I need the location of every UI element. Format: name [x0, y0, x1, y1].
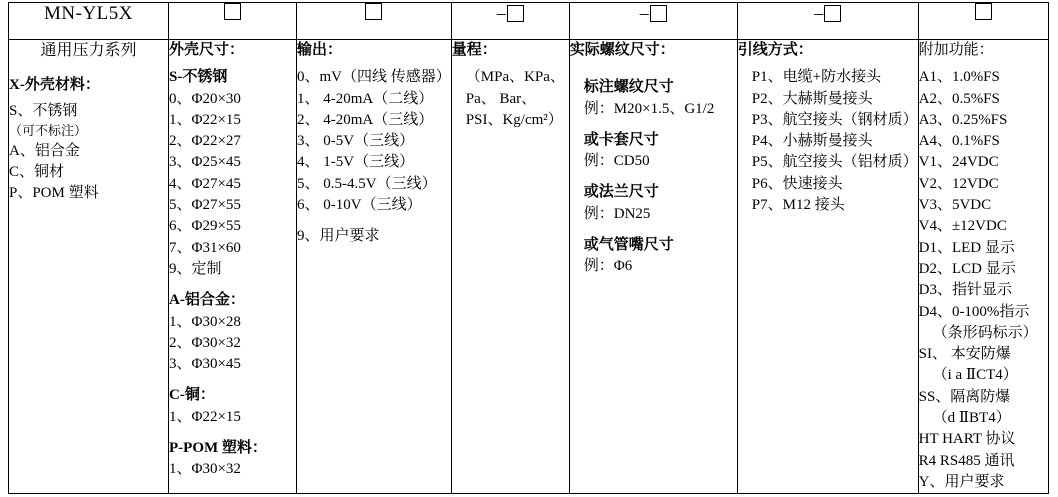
group-heading: 或法兰尺寸 — [583, 184, 659, 201]
column-lead-type — [737, 40, 918, 494]
list-item: P1、电缆+防水接头 — [751, 69, 882, 86]
list-item: V2、12VDC — [918, 175, 999, 192]
list-item: V1、24VDC — [918, 154, 999, 171]
checkbox-icon — [507, 5, 524, 22]
list-item: 9、定制 — [169, 260, 222, 277]
list-item: 1、Φ30×32 — [169, 461, 241, 478]
series-subtitle: X-外壳材料： — [9, 76, 100, 93]
list-item: A3、0.25%FS — [918, 111, 1008, 128]
list-item: P7、M12 接头 — [751, 197, 845, 214]
list-item: P6、快速接头 — [751, 175, 843, 192]
group-heading: 标注螺纹尺寸 — [583, 79, 674, 96]
header-box-cell-2 — [297, 3, 452, 40]
list-item: HT HART 协议 — [918, 431, 1016, 448]
list-item: 7、Φ31×60 — [169, 239, 241, 256]
range-title: 量程： — [451, 42, 497, 58]
output-title: 输出： — [297, 42, 343, 58]
list-item: S、不锈钢 — [9, 103, 78, 120]
list-item: Pa、 Bar、 — [465, 90, 537, 107]
list-item: P2、大赫斯曼接头 — [751, 90, 873, 107]
thread-title: 实际螺纹尺寸： — [569, 42, 675, 58]
list-item: 4、Φ27×45 — [169, 175, 241, 192]
list-item: 1、Φ30×28 — [169, 313, 241, 330]
list-item-note: （i a ⅡCT4） — [932, 367, 1018, 384]
list-item: A4、0.1%FS — [918, 133, 1000, 150]
group-heading: A-铝合金： — [169, 292, 245, 309]
model-code-text: MN-YL5X — [44, 3, 133, 24]
list-item: P4、小赫斯曼接头 — [751, 133, 873, 150]
group-example: 例：M20×1.5、G1/2 — [583, 100, 715, 117]
header-box-cell-6 — [918, 3, 1048, 40]
list-item: 3、 0-5V（三线） — [297, 133, 415, 150]
group-example: 例：DN25 — [583, 205, 651, 222]
group-heading: C-铜： — [169, 387, 215, 404]
header-box-cell-3 — [451, 3, 569, 40]
code-body-row — [9, 40, 1049, 494]
list-item: Y、用户要求 — [918, 473, 1005, 490]
group-heading: 或卡套尺寸 — [583, 131, 659, 148]
list-item: R4 RS485 通讯 — [918, 452, 1015, 469]
list-item: D3、指针显示 — [918, 282, 1012, 299]
list-item: 1、Φ22×15 — [169, 408, 241, 425]
list-item: A1、1.0%FS — [918, 69, 1000, 86]
list-item: V3、5VDC — [918, 197, 992, 214]
list-item: 4、 1-5V（三线） — [297, 154, 415, 171]
list-item: A、铝合金 — [9, 142, 80, 159]
list-item: 0、Φ20×30 — [169, 90, 241, 107]
dash-icon: – — [814, 3, 824, 23]
column-extra-functions — [918, 40, 1048, 494]
list-item: 2、Φ22×27 — [169, 133, 241, 150]
list-item: 5、 0.5-4.5V（三线） — [297, 175, 437, 192]
column-shell-size — [169, 40, 297, 494]
list-item: P、POM 塑料 — [9, 185, 99, 202]
column-output — [297, 40, 452, 494]
list-item: 5、Φ27×55 — [169, 197, 241, 214]
list-item: A2、0.5%FS — [918, 90, 1000, 107]
list-item: C、铜材 — [9, 164, 65, 181]
list-item: 2、 4-20mA（三线） — [297, 111, 434, 128]
group-example: 例：CD50 — [583, 153, 650, 170]
list-item: 1、 4-20mA（二线） — [297, 90, 434, 107]
shell-size-title: 外壳尺寸： — [169, 42, 245, 58]
list-item: SI、 本安防爆 — [918, 346, 1011, 363]
list-item: 3、Φ25×45 — [169, 154, 241, 171]
list-item: 2、Φ30×32 — [169, 334, 241, 351]
checkbox-icon — [650, 5, 667, 22]
code-header-row — [9, 3, 1049, 40]
list-item: （可不标注） — [9, 123, 88, 139]
group-heading: P-POM 塑料： — [169, 440, 267, 457]
dash-icon: – — [639, 3, 649, 23]
checkbox-icon — [824, 5, 841, 22]
checkbox-icon — [224, 3, 241, 20]
list-item-note: （d ⅡBT4） — [932, 410, 1011, 427]
list-item: D2、LCD 显示 — [918, 260, 1016, 277]
list-item: 6、Φ29×55 — [169, 218, 241, 235]
model-code-cell — [9, 3, 169, 40]
list-item: D1、LED 显示 — [918, 239, 1015, 256]
list-item: 9、用户要求 — [297, 228, 380, 245]
dash-icon: – — [496, 3, 506, 23]
list-item: 0、mV（四线 传感器） — [297, 69, 451, 86]
group-heading: S-不锈钢 — [169, 69, 228, 86]
column-series — [9, 40, 169, 494]
header-box-cell-1 — [169, 3, 297, 40]
list-item: 6、 0-10V（三线） — [297, 197, 422, 214]
product-code-table — [8, 2, 1049, 494]
checkbox-icon — [975, 3, 992, 20]
list-item: 3、Φ30×45 — [169, 356, 241, 373]
group-heading: 或气管嘴尺寸 — [583, 237, 674, 254]
list-item: V4、±12VDC — [918, 218, 1007, 235]
list-item: PSI、Kg/cm²） — [465, 111, 563, 128]
list-item: P5、航空接头（铝材质） — [751, 154, 918, 171]
column-thread-size — [569, 40, 737, 494]
list-item: （MPa、KPa、 — [465, 69, 565, 86]
list-item-note: （条形码标示） — [932, 324, 1038, 341]
list-item: SS、隔离防爆 — [918, 388, 1011, 405]
checkbox-icon — [365, 3, 382, 20]
list-item: P3、航空接头（钢材质） — [751, 111, 918, 128]
header-box-cell-4 — [569, 3, 737, 40]
list-item: D4、0-100%指示 — [918, 303, 1030, 320]
series-title: 通用压力系列 — [40, 42, 137, 59]
group-example: 例：Φ6 — [583, 258, 633, 275]
column-range — [451, 40, 569, 494]
header-box-cell-5 — [737, 3, 918, 40]
lead-title: 引线方式： — [737, 42, 813, 58]
extra-title: 附加功能： — [918, 42, 994, 58]
list-item: 1、Φ22×15 — [169, 111, 241, 128]
